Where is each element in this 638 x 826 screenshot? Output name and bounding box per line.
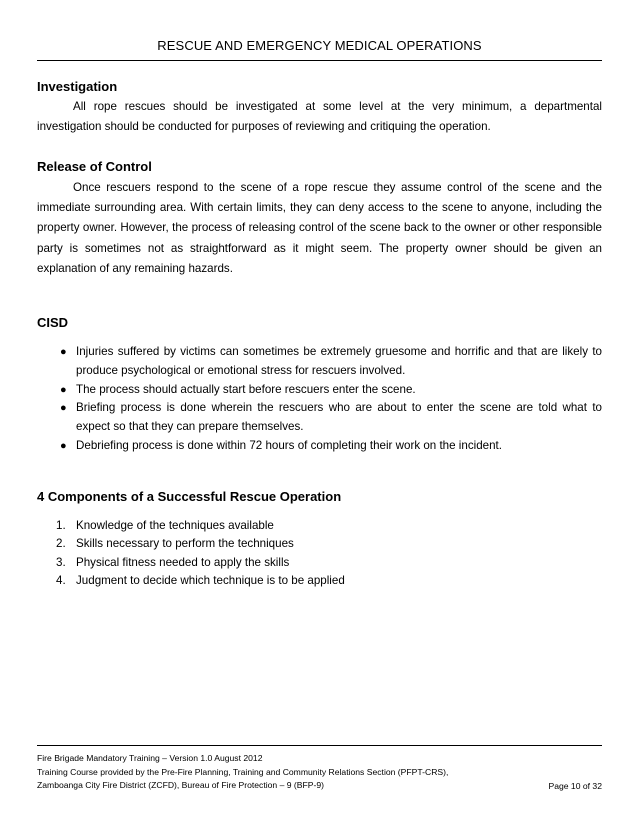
release-of-control-heading: Release of Control — [37, 159, 152, 174]
list-item-number: 2. — [56, 537, 66, 551]
list-item-text: Debriefing process is done within 72 hours of completing their work on the incident. — [76, 438, 502, 452]
bullet-icon: ● — [60, 346, 67, 358]
investigation-heading: Investigation — [37, 79, 118, 94]
footer-line-1: Fire Brigade Mandatory Training – Version 1.0 August 2012 — [37, 753, 263, 763]
list-item-text: Briefing process is done wherein the rescuers who are about to enter the scene are told what to expect so that they can prepare themselves. — [76, 401, 602, 434]
list-item-number: 4. — [56, 574, 66, 588]
components-numbered-list — [56, 517, 596, 591]
list-item-text: Injuries suffered by victims can sometimes be extremely gruesome and horrific and that are likely to produce psychological or emotional stress for rescuers involved. — [76, 345, 602, 377]
footer-divider — [37, 745, 602, 746]
cisd-bullet-list — [62, 343, 602, 456]
page-number: Page 10 of 32 — [548, 781, 602, 791]
list-item-text: The process should actually start before rescuers enter the scene. — [76, 382, 416, 396]
list-item — [62, 399, 602, 437]
release-of-control-paragraph: Once rescuers respond to the scene of a rope rescue they assume control of the scene and the immediate surrounding area. With certain limits, they can deny access to the scene to anyone, including the property owner. However, the process of releasing control of the scene back to the owner or other responsible party is sometimes not as straightforward as it might seem. The property owner should be given an explanation of any remaining hazards. — [37, 181, 602, 275]
header-divider — [37, 60, 602, 61]
cisd-heading: CISD — [37, 315, 69, 330]
footer-line-3: Zamboanga City Fire District (ZCFD), Bureau of Fire Protection – 9 (BFP-9) — [37, 780, 325, 791]
list-item-text: Physical fitness needed to apply the skills — [76, 555, 290, 569]
list-item — [56, 554, 596, 572]
components-heading: 4 Components of a Successful Rescue Operation — [37, 489, 342, 504]
bullet-icon: ● — [60, 402, 67, 415]
page-footer — [37, 752, 602, 793]
footer-line-2: Training Course provided by the Pre-Fire Planning, Training and Community Relations Section (PFPT-CRS), — [37, 766, 449, 777]
page-header-title: RESCUE AND EMERGENCY MEDICAL OPERATIONS — [157, 38, 482, 53]
list-item — [62, 343, 602, 381]
list-item — [56, 572, 596, 590]
list-item — [62, 381, 602, 400]
list-item-text: Knowledge of the techniques available — [76, 519, 274, 532]
investigation-paragraph: All rope rescues should be investigated at some level at the very minimum, a departmental investigation should be conducted for purposes of reviewing and critiquing the operation. — [37, 100, 602, 134]
bullet-icon: ● — [60, 383, 67, 396]
list-item-number: 3. — [56, 555, 66, 569]
list-item — [56, 517, 596, 535]
bullet-icon: ● — [60, 439, 67, 452]
list-item — [56, 535, 596, 553]
list-item — [62, 437, 602, 456]
list-item-text: Skills necessary to perform the techniques — [76, 537, 294, 551]
list-item-number: 1. — [56, 519, 66, 532]
list-item-text: Judgment to decide which technique is to be applied — [76, 574, 345, 588]
